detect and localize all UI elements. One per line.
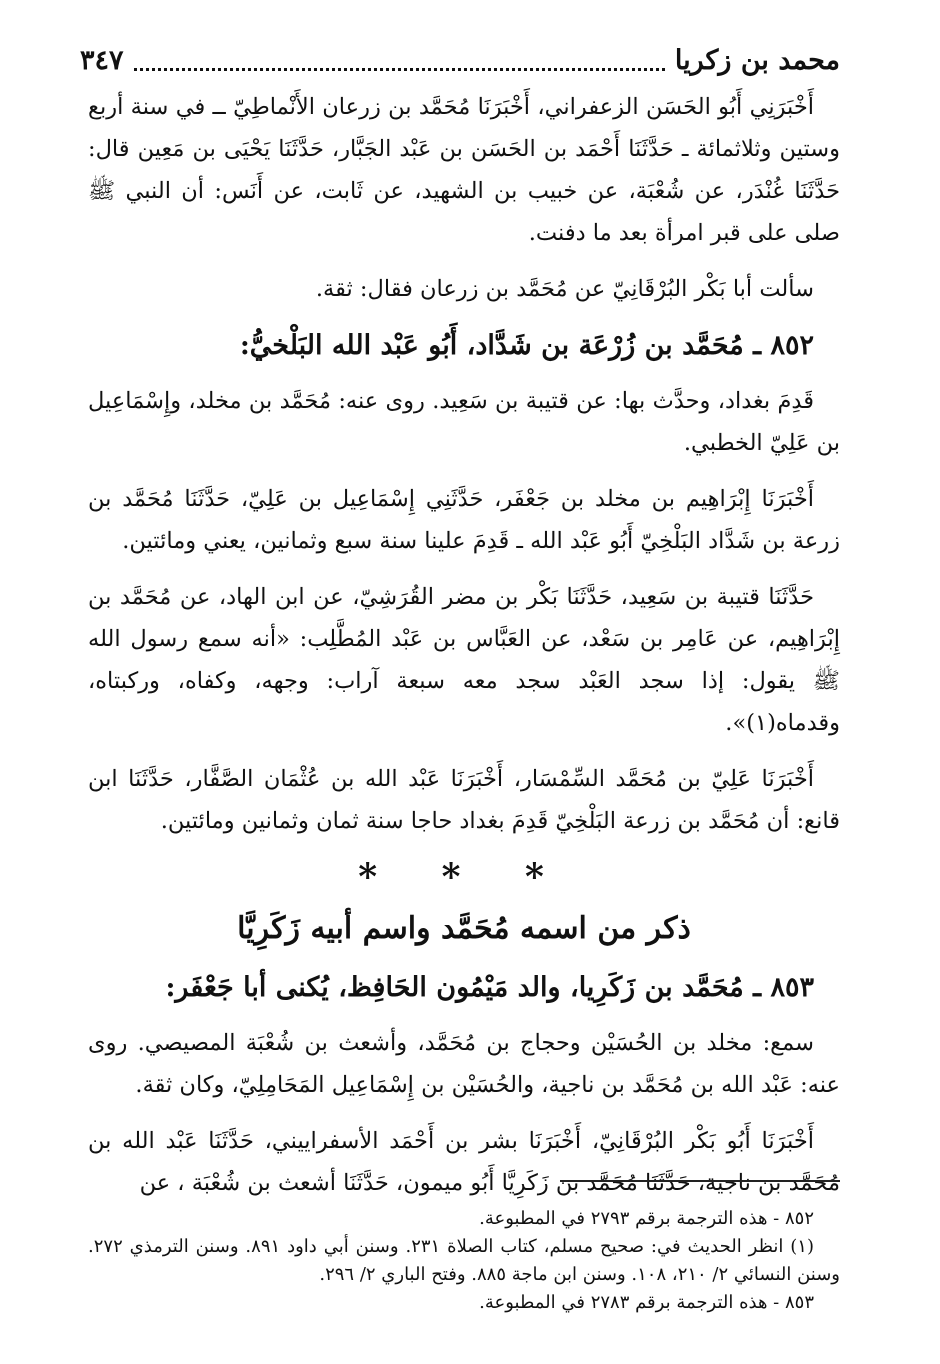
footnote-853: ٨٥٣ - هذه الترجمة برقم ٢٧٨٣ في المطبوعة. xyxy=(479,1292,814,1313)
footnote-852: ٨٥٢ - هذه الترجمة برقم ٢٧٩٣ في المطبوعة. xyxy=(479,1208,814,1229)
paragraph-barqani-opinion: سألت أبا بَكْر البُرْقَانِيّ عن مُحَمَّد بن زرعان فقال: ثقة. xyxy=(315,276,814,302)
paragraph-852-hajj: أَخْبَرَنَا عَلِيّ بن مُحَمَّد السِّمْسَار، أَخْبَرَنَا عَبْد الله بن عُثْمَان الصَّفَّار، حَدَّثَنَا ابن قانع: أن مُحَمَّد بن زرعة البَلْخِيّ قَدِمَ بغداد حاجا سنة ثمان وثمانين ومائتين. xyxy=(88,766,840,834)
paragraph-853-bio: سمع: مخلد بن الحُسَيْن وحجاج بن مُحَمَّد، وأشعث بن شُعْبَة المصيصي. روى عنه: عَبْد الله بن مُحَمَّد بن ناجية، والحُسَيْن بن إِسْمَاعِيل المَحَامِلِيّ، وكان ثقة. xyxy=(88,1030,840,1098)
footnote-1-references: (١) انظر الحديث في: صحيح مسلم، كتاب الصلاة ٢٣١. وسنن أبي داود ٨٩١. وسنن الترمذي ٢٧٢. وسنن النسائي ٢/ ٢١٠، ١٠٨. وسنن ابن ماجة ٨٨٥. وفتح الباري ٢/ ٢٩٦. xyxy=(88,1236,840,1285)
paragraph-852-bio: قَدِمَ بغداد، وحدَّث بها: عن قتيبة بن سَعِيد. روى عنه: مُحَمَّد بن مخلد، وإِسْمَاعِيل بن عَلِيّ الخطبي. xyxy=(88,388,840,456)
section-separator-stars: * * * xyxy=(358,856,570,898)
paragraph-852-hadith: حَدَّثَنَا قتيبة بن سَعِيد، حَدَّثَنَا بَكْر بن مضر القُرَشِيّ، عن ابن الهاد، عن مُحَمَّد بن إِبْرَاهِيم، عن عَامِر بن سَعْد، عن العَبَّاس بن عَبْد المُطَّلِب: «أنه سمع رسول الله ﷺ يقول: إذا سجد العَبْد سجد معه سبعة آراب: وجهه، وكفاه، وركبتاه، وقدماه(١)». xyxy=(88,584,840,736)
paragraph-zarwan-hadith: أَخْبَرَنِي أَبُو الحَسَن الزعفراني، أَخْبَرَنَا مُحَمَّد بن زرعان الأَنْماطِيّ ــ في سنة أربع وستين وثلاثمائة ـ حَدَّثَنَا أَحْمَد بن الحَسَن بن عَبْد الجَبَّار، حَدَّثَنَا يَحْيَى بن مَعِين قال: حَدَّثَنَا غُنْدَر، عن شُعْبَة، عن خبيب بن الشهيد، عن ثَابت، عن أَنَس: أن النبي ﷺ صلى على قبر امرأة بعد ما دفنت. xyxy=(88,94,840,246)
footnotes xyxy=(88,1205,840,1317)
paragraph-853-chain: أَخْبَرَنَا أَبُو بَكْر البُرْقَانِيّ، أَخْبَرَنَا بشر بن أَحْمَد الأسفراييني، حَدَّثَنَا عَبْد الله بن مُحَمَّد بن ناجية، حَدَّثَنَا مُحَمَّد بن زَكَرِيَّا أَبُو ميمون، حَدَّثَنَا أشعث بن شُعْبَة ، عن xyxy=(88,1128,840,1196)
page-header xyxy=(80,38,840,82)
footnote-divider xyxy=(560,1180,840,1182)
page-number: ٣٤٧ xyxy=(80,44,124,76)
entry-heading-852: ٨٥٢ ـ مُحَمَّد بن زُرْعَة بن شَدَّاد، أَبُو عَبْد الله البَلْخيُّ: xyxy=(239,330,814,361)
paragraph-852-arrival: أَخْبَرَنَا إِبْرَاهِيم بن مخلد بن جَعْفَر، حَدَّثَنِي إِسْمَاعِيل بن عَلِيّ، حَدَّثَنَا مُحَمَّد بن زرعة بن شَدَّاد البَلْخِيّ أَبُو عَبْد الله ـ قَدِمَ علينا سنة سبع وثمانين، يعني ومائتين. xyxy=(88,486,840,554)
running-title: محمد بن زكريا xyxy=(674,44,840,76)
header-leader-dots xyxy=(134,50,665,71)
entry-heading-853: ٨٥٣ ـ مُحَمَّد بن زَكَرِيا، والد مَيْمُون الحَافِظ، يُكنى أبا جَعْفَر: xyxy=(165,972,814,1003)
section-title: ذكر من اسمه مُحَمَّد واسم أبيه زَكَرِيَّا xyxy=(237,911,691,946)
page-body xyxy=(88,86,840,1218)
